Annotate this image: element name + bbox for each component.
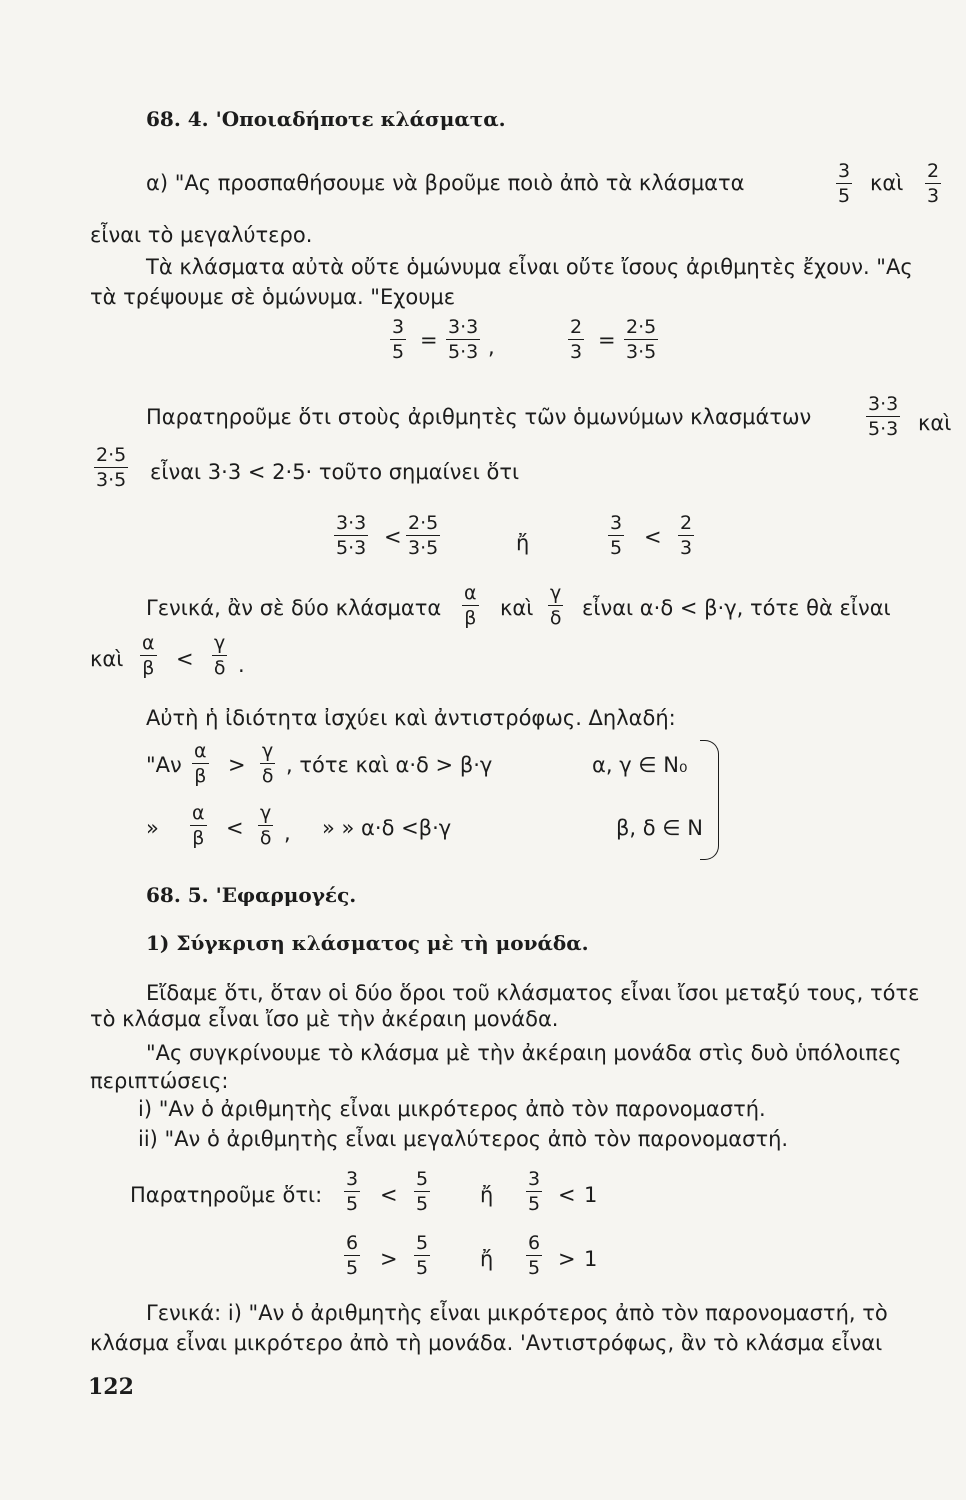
less-than-sign: < <box>384 525 402 549</box>
text-observation-2: εἶναι 3·3 < 2·5· τοῦτο σημαίνει ὅτι <box>150 460 520 484</box>
word-kai: καὶ <box>918 411 952 435</box>
fraction-5-5: $\frac{5}{5}$ <box>416 1232 429 1279</box>
fraction-eq1-left: $\frac{3}{5}$ <box>392 316 405 363</box>
text-p1a: Εἴδαμε ὅτι, ὅταν οἱ δύο ὅροι τοῦ κλάσματος εἶναι ἴσοι μεταξύ τους, τότε <box>146 981 920 1005</box>
text-general-b: κλάσμα εἶναι μικρότερο ἀπὸ τὴ μονάδα. 'Αντιστρόφως, ἂν τὸ κλάσμα εἶναι <box>90 1331 883 1355</box>
condition-1: α, γ ∈ N₀ <box>592 753 688 777</box>
comma: , <box>284 821 291 845</box>
word-kai: καὶ <box>90 647 124 671</box>
fraction-gamma-delta: $\frac{\gamma}{\delta}$ <box>259 802 272 849</box>
fraction-alpha-beta: $\frac{\alpha}{\beta}$ <box>194 740 207 787</box>
text-p2a: "Ας συγκρίνουμε τὸ κλάσμα μὲ τὴν ἀκέραιη μονάδα στὶς δυὸ ὑπόλοιπες <box>146 1041 902 1065</box>
fraction-gamma-delta: $\frac{\gamma}{\delta}$ <box>261 740 274 787</box>
fraction-obs-1: $\frac{3\cdot 3}{5\cdot 3}$ <box>868 393 899 440</box>
greater-than-sign: > <box>380 1247 398 1271</box>
text-general-a: Γενικά: i) "Αν ὁ ἀριθμητὴς εἶναι μικρότερος ἀπὸ τὸν παρονομαστή, τὸ <box>146 1301 888 1325</box>
greater-than-sign: > <box>558 1247 576 1271</box>
text-converse: Αὐτὴ ἡ ἰδιότητα ἰσχύει καὶ ἀντιστρόφως. Δηλαδή: <box>146 706 676 730</box>
ditto-mark: » <box>146 816 159 840</box>
subheading-comparison-unity: 1) Σύγκριση κλάσματος μὲ τὴ μονάδα. <box>146 931 589 955</box>
text-line-a1: α) "Ας προσπαθήσουμε νὰ βροῦμε ποιὸ ἀπὸ τὰ κλάσματα <box>146 171 745 195</box>
text-line-b1: Τὰ κλάσματα αὐτὰ οὔτε ὁμώνυμα εἶναι οὔτε ἴσους ἀριθμητὲς ἔχουν. "Ας <box>146 255 913 279</box>
word-kai: καὶ <box>500 596 534 620</box>
fraction-ineq-right: $\frac{2\cdot 5}{3\cdot 5}$ <box>408 512 439 559</box>
section-heading-68-4: 68. 4. 'Οποιαδήποτε κλάσματα. <box>146 107 506 131</box>
fraction-eq1-right: $\frac{3\cdot 3}{5\cdot 3}$ <box>448 316 479 363</box>
fraction-gamma-delta: $\frac{\gamma}{\delta}$ <box>213 632 226 679</box>
number-one: 1 <box>584 1183 598 1207</box>
fraction-ineq2-left: $\frac{3}{5}$ <box>610 512 623 559</box>
text-p2b: περιπτώσεις: <box>90 1069 229 1093</box>
less-than-sign: < <box>176 647 194 671</box>
fraction-gamma-delta: $\frac{\gamma}{\delta}$ <box>549 582 562 629</box>
fraction-ineq-left: $\frac{3\cdot 3}{5\cdot 3}$ <box>336 512 367 559</box>
fraction-2-3: $\frac{2}{3}$ <box>927 160 940 207</box>
text-p1b: τὸ κλάσμα εἶναι ἴσο μὲ τὴν ἀκέραιη μονάδα. <box>90 1007 559 1031</box>
fraction-6-5: $\frac{6}{5}$ <box>528 1232 541 1279</box>
fraction-5-5: $\frac{5}{5}$ <box>416 1168 429 1215</box>
word-or: ἤ <box>516 531 530 555</box>
fraction-alpha-beta: $\frac{\alpha}{\beta}$ <box>464 582 477 629</box>
fraction-eq2-left: $\frac{2}{3}$ <box>570 316 583 363</box>
number-one: 1 <box>584 1247 598 1271</box>
right-brace <box>700 740 719 860</box>
word-kai: καὶ <box>870 171 904 195</box>
greater-than-sign: > <box>228 753 246 777</box>
text-line-a2: εἶναι τὸ μεγαλύτερο. <box>90 223 313 247</box>
text-line-b2: τὰ τρέψουμε σὲ ὁμώνυμα. "Εχουμε <box>90 285 456 309</box>
section-heading-68-5: 68. 5. 'Εφαρμογές. <box>146 883 357 907</box>
text-ditto-less: » » α·δ <β·γ <box>322 816 452 840</box>
text-case-2: ii) "Αν ὁ ἀριθμητὴς εἶναι μεγαλύτερος ἀπὸ τὸν παρονομαστή. <box>138 1127 789 1151</box>
fraction-alpha-beta: $\frac{\alpha}{\beta}$ <box>142 632 155 679</box>
fraction-ineq2-right: $\frac{2}{3}$ <box>680 512 693 559</box>
fraction-6-5: $\frac{6}{5}$ <box>346 1232 359 1279</box>
fraction-obs-2: $\frac{2\cdot 5}{3\cdot 5}$ <box>96 444 127 491</box>
fraction-3-5: $\frac{3}{5}$ <box>528 1168 541 1215</box>
text-case-1: i) "Αν ὁ ἀριθμητὴς εἶναι μικρότερος ἀπὸ τὸν παρονομαστή. <box>138 1097 766 1121</box>
text-general-1: Γενικά, ἂν σὲ δύο κλάσματα <box>146 596 442 620</box>
less-than-sign: < <box>380 1183 398 1207</box>
less-than-sign: < <box>226 816 244 840</box>
text-then-greater: , τότε καὶ α·δ > β·γ <box>286 753 493 777</box>
text-observe: Παρατηροῦμε ὅτι: <box>130 1183 323 1207</box>
equals-sign: = <box>598 328 616 352</box>
text-general-1b: εἶναι α·δ < β·γ, τότε θὰ εἶναι <box>582 596 891 620</box>
fraction-eq2-right: $\frac{2\cdot 5}{3\cdot 5}$ <box>626 316 657 363</box>
word-an: "Αν <box>146 753 182 777</box>
condition-2: β, δ ∈ N <box>616 816 703 840</box>
less-than-sign: < <box>558 1183 576 1207</box>
equals-sign: = <box>420 328 438 352</box>
word-or: ἤ <box>480 1183 494 1207</box>
period: . <box>238 653 245 677</box>
fraction-3-5: $\frac{3}{5}$ <box>346 1168 359 1215</box>
less-than-sign: < <box>644 525 662 549</box>
text-observation-1: Παρατηροῦμε ὅτι στοὺς ἀριθμητὲς τῶν ὁμωνύμων κλασμάτων <box>146 405 812 429</box>
page-number: 122 <box>88 1374 134 1400</box>
fraction-3-5: $\frac{3}{5}$ <box>838 160 851 207</box>
word-or: ἤ <box>480 1247 494 1271</box>
comma: , <box>488 335 495 359</box>
fraction-alpha-beta: $\frac{\alpha}{\beta}$ <box>192 802 205 849</box>
